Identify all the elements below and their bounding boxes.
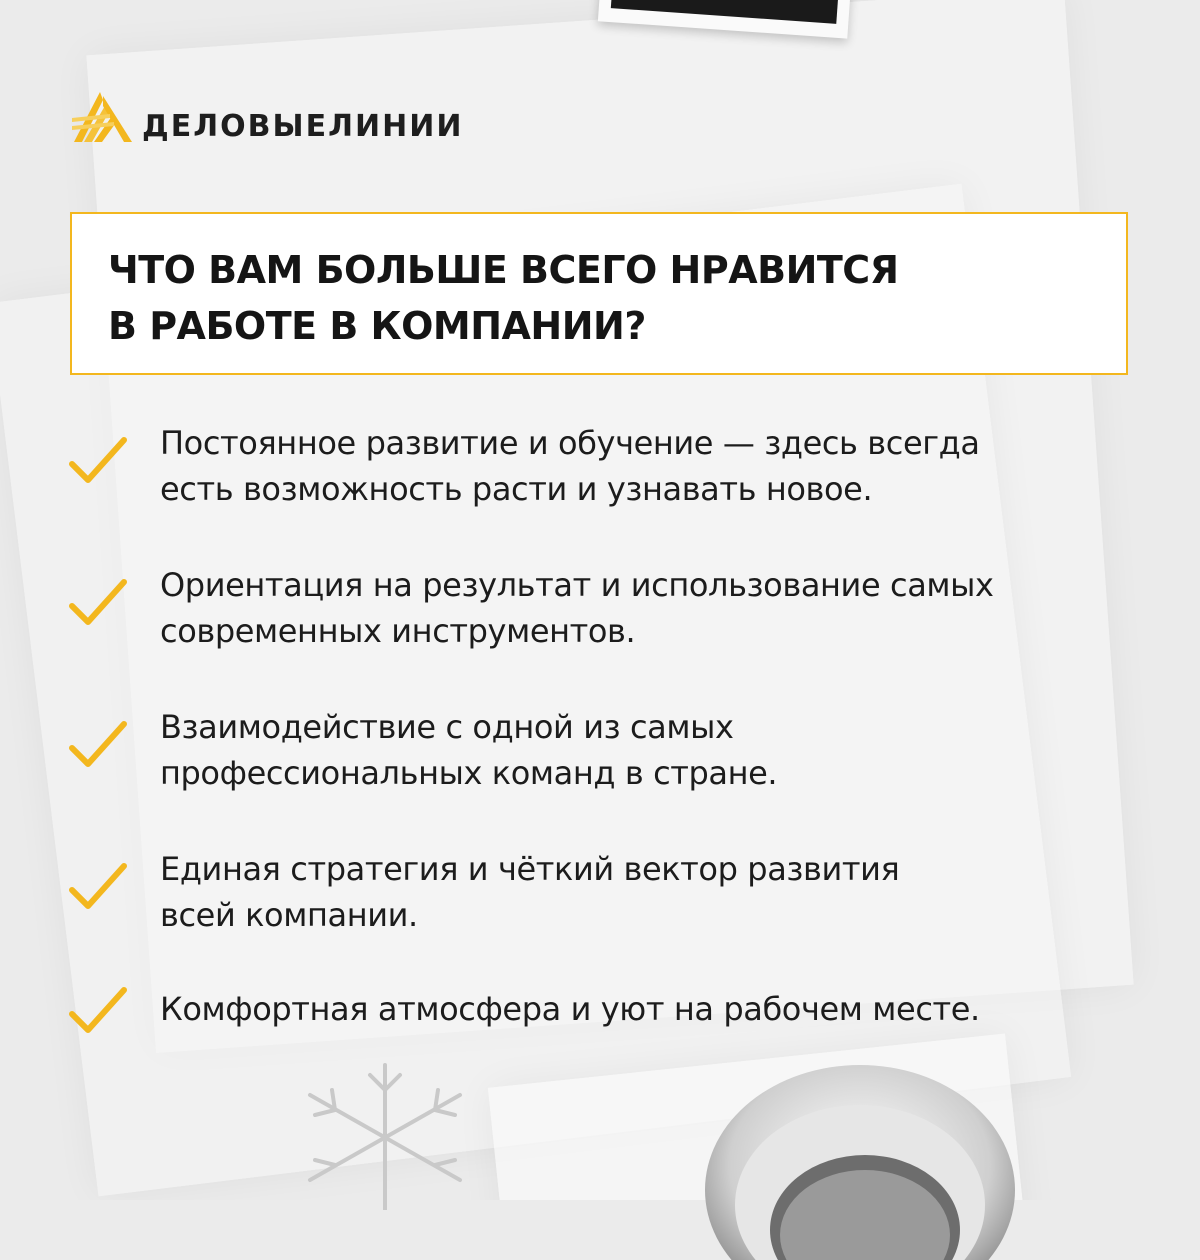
- list-item-text: [160, 420, 1120, 512]
- list-item-text: [160, 846, 1120, 938]
- list-item-line: Взаимодействие с одной из самых: [160, 708, 734, 746]
- list-item-line: Комфортная атмосфера и уют на рабочем месте.: [160, 990, 980, 1028]
- check-icon: [66, 984, 130, 1040]
- list-item-text: [160, 704, 1120, 796]
- brand-logo: [70, 90, 463, 146]
- list-item-line: профессиональных команд в стране.: [160, 754, 778, 792]
- question-line: В РАБОТЕ В КОМПАНИИ?: [108, 304, 646, 348]
- question-box: [70, 212, 1128, 375]
- snowflake-icon: [290, 1060, 480, 1210]
- question-title: [108, 242, 1008, 354]
- check-icon: [66, 860, 130, 916]
- list-item-text: [160, 986, 1120, 1032]
- list-item-line: современных инструментов.: [160, 612, 636, 650]
- check-icon: [66, 718, 130, 774]
- bowl-icon: [700, 1060, 1020, 1260]
- check-icon: [66, 434, 130, 490]
- list-item-line: есть возможность расти и узнавать новое.: [160, 470, 873, 508]
- list-item-line: Единая стратегия и чёткий вектор развития: [160, 850, 900, 888]
- list-item-line: всей компании.: [160, 896, 418, 934]
- list-item-line: Постоянное развитие и обучение — здесь всегда: [160, 424, 980, 462]
- list-item-text: [160, 562, 1120, 654]
- check-icon: [66, 576, 130, 632]
- question-line: ЧТО ВАМ БОЛЬШЕ ВСЕГО НРАВИТСЯ: [108, 248, 899, 292]
- list-item-line: Ориентация на результат и использование самых: [160, 566, 994, 604]
- rising-rays-logo-icon: [70, 90, 134, 146]
- brand-name: ДЕЛОВЫЕЛИНИИ: [142, 109, 464, 144]
